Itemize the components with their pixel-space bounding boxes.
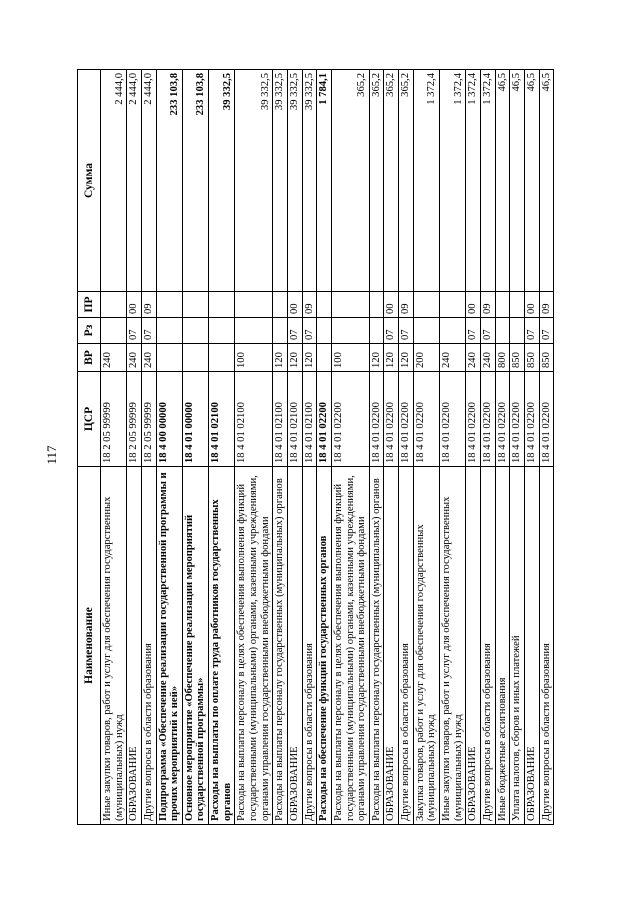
cell-rz: 07 xyxy=(480,318,495,344)
cell-name: ОБРАЗОВАНИЕ xyxy=(524,467,539,825)
cell-sum: 365,2 xyxy=(399,70,414,292)
table-row xyxy=(209,70,235,825)
cell-rz: 07 xyxy=(287,318,302,344)
cell-sum: 46,5 xyxy=(539,70,554,292)
cell-sum: 39 332,5 xyxy=(273,70,288,292)
cell-rz xyxy=(273,318,288,344)
cell-csr: 18 4 01 02100 xyxy=(287,372,302,467)
cell-sum: 1 784,1 xyxy=(317,70,332,292)
cell-sum: 1 372,4 xyxy=(480,70,495,292)
cell-pr: 09 xyxy=(399,292,414,318)
cell-name: Другие вопросы в области образования xyxy=(539,467,554,825)
cell-name: Расходы на выплаты персоналу государственных (муниципальных) органов xyxy=(369,467,384,825)
cell-pr xyxy=(235,292,273,318)
cell-rz xyxy=(156,318,182,344)
cell-name: Иные закупки товаров, работ и услуг для обеспечения государственных (муниципальных) нужд xyxy=(101,467,127,825)
table-row xyxy=(235,70,273,825)
cell-vr: 120 xyxy=(384,344,399,372)
cell-sum: 1 372,4 xyxy=(413,70,439,292)
cell-pr: 00 xyxy=(287,292,302,318)
cell-pr xyxy=(273,292,288,318)
table-row xyxy=(399,70,414,825)
cell-vr xyxy=(209,344,235,372)
cell-sum: 46,5 xyxy=(524,70,539,292)
cell-csr: 18 4 01 00000 xyxy=(182,372,208,467)
cell-csr: 18 4 01 02200 xyxy=(413,372,439,467)
cell-csr: 18 4 01 02200 xyxy=(524,372,539,467)
cell-vr: 240 xyxy=(466,344,481,372)
cell-vr: 120 xyxy=(369,344,384,372)
header-rz: Рз xyxy=(78,318,101,344)
cell-sum: 39 332,5 xyxy=(235,70,273,292)
cell-pr xyxy=(413,292,439,318)
header-pr: ПР xyxy=(78,292,101,318)
cell-pr: 09 xyxy=(141,292,156,318)
cell-vr: 100 xyxy=(331,344,369,372)
cell-vr: 120 xyxy=(287,344,302,372)
table-row xyxy=(101,70,127,825)
cell-name: Другие вопросы в области образования xyxy=(141,467,156,825)
cell-name: Другие вопросы в области образования xyxy=(302,467,317,825)
cell-name: Расходы на выплаты персоналу в целях обеспечения выполнения функций государственными (муниципальными) органами, казенными учреждениями, органами управления государственными внебюджетными фондами xyxy=(331,467,369,825)
cell-pr: 00 xyxy=(466,292,481,318)
cell-csr: 18 4 01 02200 xyxy=(317,372,332,467)
cell-vr: 850 xyxy=(510,344,525,372)
rotated-page-content xyxy=(77,70,557,825)
table-row xyxy=(141,70,156,825)
cell-sum: 233 103,8 xyxy=(182,70,208,292)
cell-csr: 18 2 05 99999 xyxy=(127,372,142,467)
cell-pr: 09 xyxy=(539,292,554,318)
cell-rz xyxy=(235,318,273,344)
cell-sum: 46,5 xyxy=(510,70,525,292)
cell-sum: 2 444,0 xyxy=(127,70,142,292)
page-number: 117 xyxy=(44,445,59,465)
cell-name: Иные бюджетные ассигнования xyxy=(495,467,510,825)
cell-name: Иные закупки товаров, работ и услуг для обеспечения государственных (муниципальных) нужд xyxy=(440,467,466,825)
cell-name: Расходы на выплаты персоналу государственных (муниципальных) органов xyxy=(273,467,288,825)
cell-name: Уплата налогов, сборов и иных платежей xyxy=(510,467,525,825)
cell-rz xyxy=(331,318,369,344)
cell-pr xyxy=(182,292,208,318)
cell-csr: 18 4 01 02200 xyxy=(480,372,495,467)
table-header-row xyxy=(78,70,101,825)
cell-vr: 240 xyxy=(440,344,466,372)
cell-rz: 07 xyxy=(127,318,142,344)
cell-vr xyxy=(182,344,208,372)
table-row xyxy=(182,70,208,825)
cell-csr: 18 4 01 02100 xyxy=(273,372,288,467)
cell-name: ОБРАЗОВАНИЕ xyxy=(384,467,399,825)
cell-csr: 18 4 01 02200 xyxy=(369,372,384,467)
cell-sum: 39 332,5 xyxy=(287,70,302,292)
cell-rz: 07 xyxy=(466,318,481,344)
cell-vr: 240 xyxy=(101,344,127,372)
cell-csr: 18 4 01 02200 xyxy=(510,372,525,467)
cell-vr: 120 xyxy=(302,344,317,372)
cell-csr: 18 4 01 02200 xyxy=(495,372,510,467)
cell-rz: 07 xyxy=(384,318,399,344)
cell-sum: 2 444,0 xyxy=(101,70,127,292)
cell-name: ОБРАЗОВАНИЕ xyxy=(127,467,142,825)
table-row xyxy=(480,70,495,825)
header-sum: Сумма xyxy=(78,70,101,292)
cell-name: ОБРАЗОВАНИЕ xyxy=(466,467,481,825)
cell-sum: 46,5 xyxy=(495,70,510,292)
cell-csr: 18 2 05 99999 xyxy=(141,372,156,467)
table-row xyxy=(302,70,317,825)
cell-pr xyxy=(510,292,525,318)
budget-table xyxy=(77,69,554,825)
cell-sum: 39 332,5 xyxy=(302,70,317,292)
table-row xyxy=(495,70,510,825)
cell-sum: 2 444,0 xyxy=(141,70,156,292)
table-body xyxy=(101,70,554,825)
cell-vr: 240 xyxy=(127,344,142,372)
cell-pr: 09 xyxy=(480,292,495,318)
cell-vr: 800 xyxy=(495,344,510,372)
header-csr: ЦСР xyxy=(78,372,101,467)
cell-name: Расходы на обеспечение функций государственных органов xyxy=(317,467,332,825)
table-row xyxy=(127,70,142,825)
cell-rz xyxy=(413,318,439,344)
cell-csr: 18 4 01 02100 xyxy=(302,372,317,467)
cell-pr: 00 xyxy=(384,292,399,318)
header-vr: ВР xyxy=(78,344,101,372)
cell-pr: 00 xyxy=(524,292,539,318)
cell-sum: 233 103,8 xyxy=(156,70,182,292)
cell-sum: 39 332,5 xyxy=(209,70,235,292)
cell-vr: 120 xyxy=(399,344,414,372)
cell-pr xyxy=(495,292,510,318)
cell-rz: 07 xyxy=(399,318,414,344)
table-row xyxy=(273,70,288,825)
table-row xyxy=(317,70,332,825)
cell-csr: 18 4 01 02100 xyxy=(209,372,235,467)
cell-rz xyxy=(317,318,332,344)
table-row xyxy=(156,70,182,825)
cell-sum: 1 372,4 xyxy=(440,70,466,292)
cell-csr: 18 4 01 02200 xyxy=(331,372,369,467)
cell-name: Закупка товаров, работ и услуг для обеспечения государственных (муниципальных) нужд xyxy=(413,467,439,825)
cell-vr: 100 xyxy=(235,344,273,372)
table-row xyxy=(369,70,384,825)
cell-csr: 18 2 05 99999 xyxy=(101,372,127,467)
cell-pr xyxy=(156,292,182,318)
cell-name: Подпрограмма «Обеспечение реализации государственной программы и прочих мероприятий к ней» xyxy=(156,467,182,825)
cell-name: ОБРАЗОВАНИЕ xyxy=(287,467,302,825)
cell-vr xyxy=(156,344,182,372)
cell-csr: 18 4 01 02200 xyxy=(466,372,481,467)
cell-csr: 18 4 00 00000 xyxy=(156,372,182,467)
cell-sum: 365,2 xyxy=(369,70,384,292)
cell-pr: 00 xyxy=(127,292,142,318)
table-row xyxy=(413,70,439,825)
cell-rz xyxy=(440,318,466,344)
cell-csr: 18 4 01 02200 xyxy=(399,372,414,467)
cell-pr xyxy=(101,292,127,318)
cell-pr: 09 xyxy=(302,292,317,318)
cell-name: Другие вопросы в области образования xyxy=(480,467,495,825)
cell-csr: 18 4 01 02100 xyxy=(235,372,273,467)
cell-rz xyxy=(495,318,510,344)
cell-pr xyxy=(317,292,332,318)
table-row xyxy=(524,70,539,825)
cell-csr: 18 4 01 02200 xyxy=(539,372,554,467)
cell-sum: 365,2 xyxy=(384,70,399,292)
cell-name: Другие вопросы в области образования xyxy=(399,467,414,825)
cell-vr: 120 xyxy=(273,344,288,372)
cell-rz xyxy=(182,318,208,344)
cell-pr xyxy=(369,292,384,318)
cell-vr xyxy=(317,344,332,372)
cell-csr: 18 4 01 02200 xyxy=(384,372,399,467)
cell-sum: 365,2 xyxy=(331,70,369,292)
table-row xyxy=(384,70,399,825)
cell-vr: 200 xyxy=(413,344,439,372)
cell-pr xyxy=(209,292,235,318)
table-row xyxy=(510,70,525,825)
table-row xyxy=(331,70,369,825)
cell-pr xyxy=(440,292,466,318)
table-row xyxy=(287,70,302,825)
cell-name: Расходы на выплаты персоналу в целях обеспечения выполнения функций государственными (муниципальными) органами, казенными учреждениями, органами управления государственными внебюджетными фондами xyxy=(235,467,273,825)
header-name: Наименование xyxy=(78,467,101,825)
cell-csr: 18 4 01 02200 xyxy=(440,372,466,467)
cell-name: Основное мероприятие «Обеспечение реализации мероприятий государственной программы» xyxy=(182,467,208,825)
table-row xyxy=(466,70,481,825)
cell-rz xyxy=(510,318,525,344)
cell-rz xyxy=(101,318,127,344)
cell-vr: 240 xyxy=(141,344,156,372)
cell-rz: 07 xyxy=(302,318,317,344)
table-row xyxy=(440,70,466,825)
cell-vr: 850 xyxy=(524,344,539,372)
cell-rz xyxy=(369,318,384,344)
cell-rz: 07 xyxy=(524,318,539,344)
cell-rz: 07 xyxy=(141,318,156,344)
cell-rz xyxy=(209,318,235,344)
cell-sum: 1 372,4 xyxy=(466,70,481,292)
cell-vr: 850 xyxy=(539,344,554,372)
cell-name: Расходы на выплаты по оплате труда работников государственных органов xyxy=(209,467,235,825)
cell-rz: 07 xyxy=(539,318,554,344)
cell-vr: 240 xyxy=(480,344,495,372)
table-row xyxy=(539,70,554,825)
cell-pr xyxy=(331,292,369,318)
